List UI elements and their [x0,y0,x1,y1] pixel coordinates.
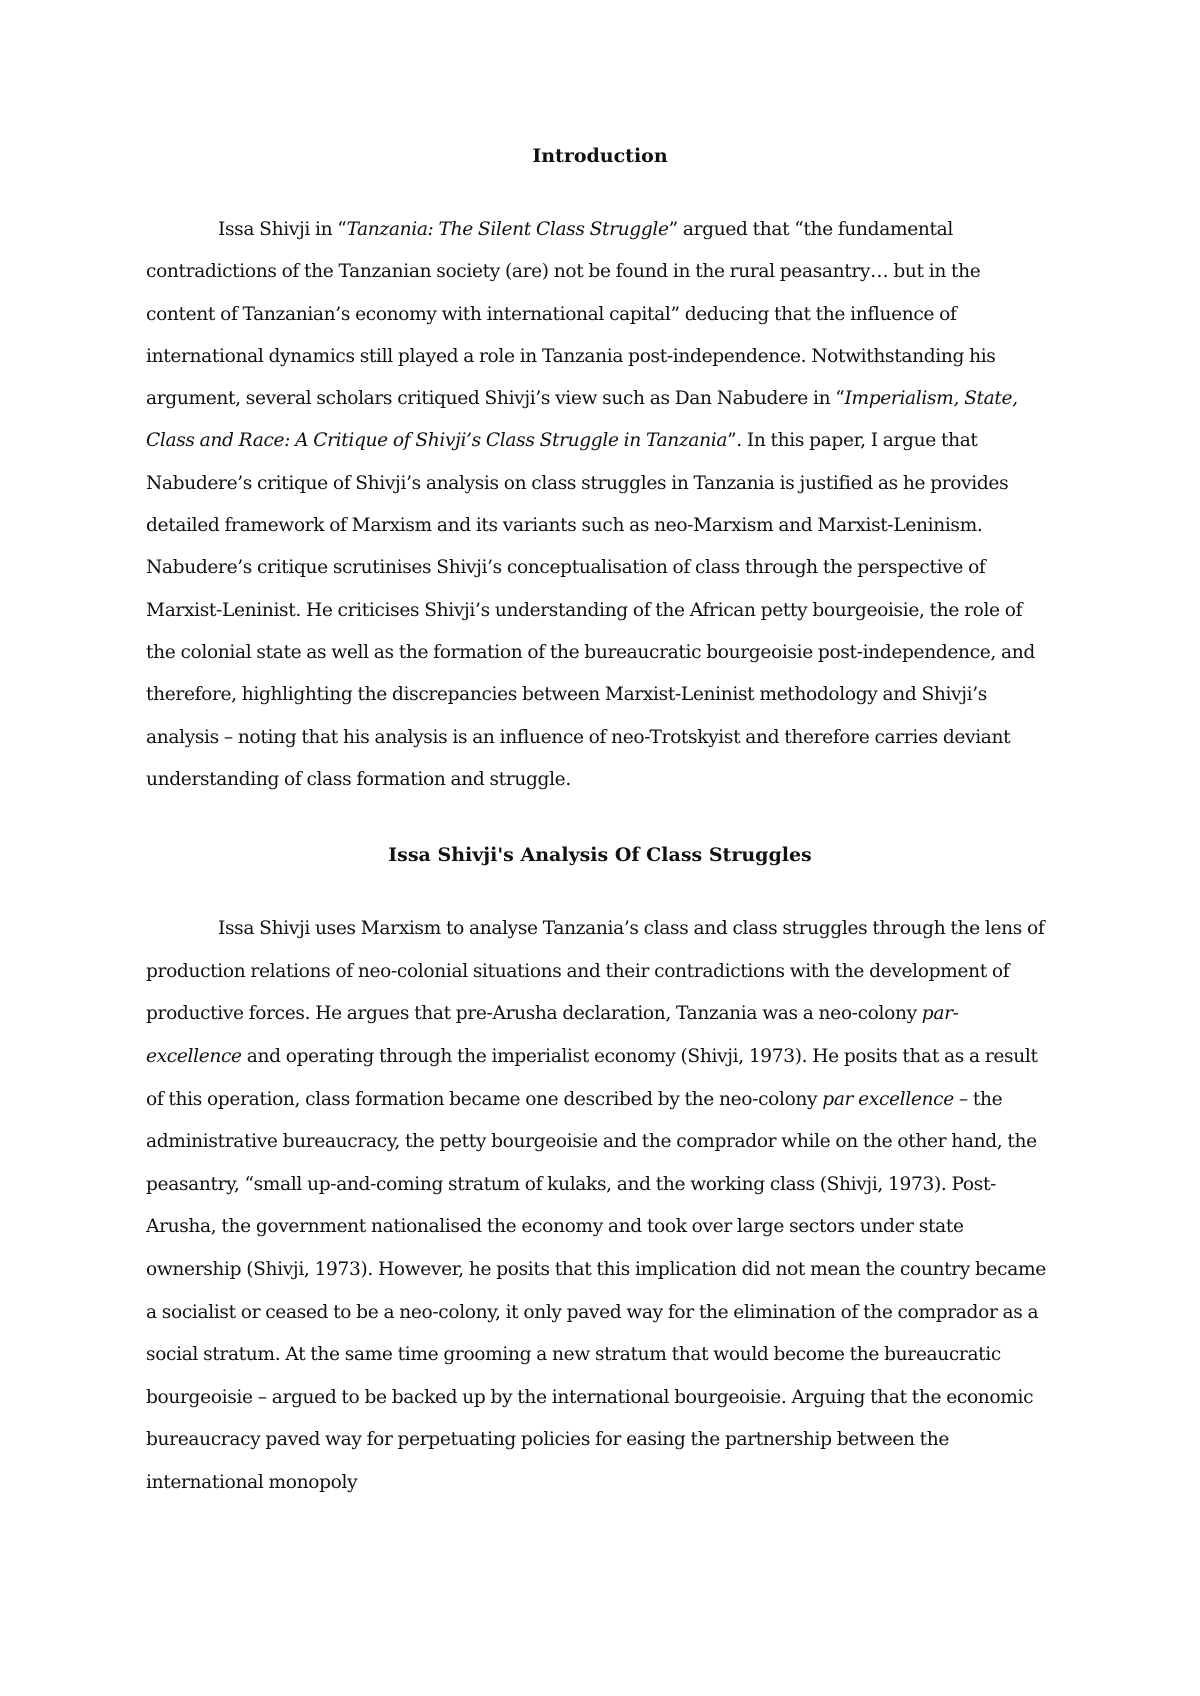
book-title-imperialism-critique: Imperialism, State, Class and Race: A Critique of Shivji’s Class Struggle in Tanzania [146,388,1018,452]
analysis-text-3: – the administrative bureaucracy, the petty bourgeoisie and the comprador while on the other hand, the peasantry, “small up-and-coming stratum of kulaks, and the working class (Shivji, 1973). Post-Arusha, the government nationalised the economy and took over large sectors under state ownership (Shivji, 1973). However, he posits that this implication did not mean the country became a socialist or ceased to be a neo-colony, it only paved way for the elimination of the comprador as a social stratum. At the same time grooming a new stratum that would become the bureaucratic bourgeoisie – argued to be backed up by the international bourgeoisie. Arguing that the economic bureaucracy paved way for perpetuating policies for easing the partnership between the international monopoly [146,1088,1046,1493]
analysis-text-1: Issa Shivji uses Marxism to analyse Tanzania’s class and class struggles through the lens of production relations of neo-colonial situations and their contradictions with the development of productive forces. He argues that pre-Arusha declaration, Tanzania was a neo-colony [146,918,1045,1025]
term-par-excellence-2: par excellence [822,1088,954,1110]
intro-text-2: ” argued that “the fundamental contradictions of the Tanzanian society (are) not be found in the rural peasantry… but in the content of Tanzanian’s economy with international capital” deducing that the influence of international dynamics still played a role in Tanzania post-independence. Notwithstanding his argument, several scholars critiqued Shivji’s view such as Dan Nabudere in “ [146,219,996,410]
introduction-heading: Introduction [532,145,668,167]
analysis-paragraph [146,908,1054,1504]
introduction-paragraph [146,209,1054,801]
intro-text-3: ”. In this paper, I argue that Nabudere’s critique of Shivji’s analysis on class struggles in Tanzania is justified as he provides detailed framework of Marxism and its variants such as neo-Marxism and Marxist-Leninism. Nabudere’s critique scrutinises Shivji’s conceptualisation of class through the perspective of Marxist-Leninist. He criticises Shivji’s understanding of the African petty bourgeoisie, the role of the colonial state as well as the formation of the bureaucratic bourgeoisie post-independence, and therefore, highlighting the discrepancies between Marxist-Leninist methodology and Shivji’s analysis – noting that his analysis is an influence of neo-Trotskyist and therefore carries deviant understanding of class formation and struggle. [146,430,1035,790]
analysis-text-2: and operating through the imperialist economy (Shivji, 1973). He posits that as a result of this operation, class formation became one described by the neo-colony [146,1045,1038,1110]
intro-text-1: Issa Shivji in “ [218,219,347,240]
book-title-silent-class-struggle: Tanzania: The Silent Class Struggle [346,219,669,240]
term-par-excellence-1: par-excellence [146,1003,959,1067]
section-heading-analysis: Issa Shivji's Analysis Of Class Struggles [388,844,812,867]
